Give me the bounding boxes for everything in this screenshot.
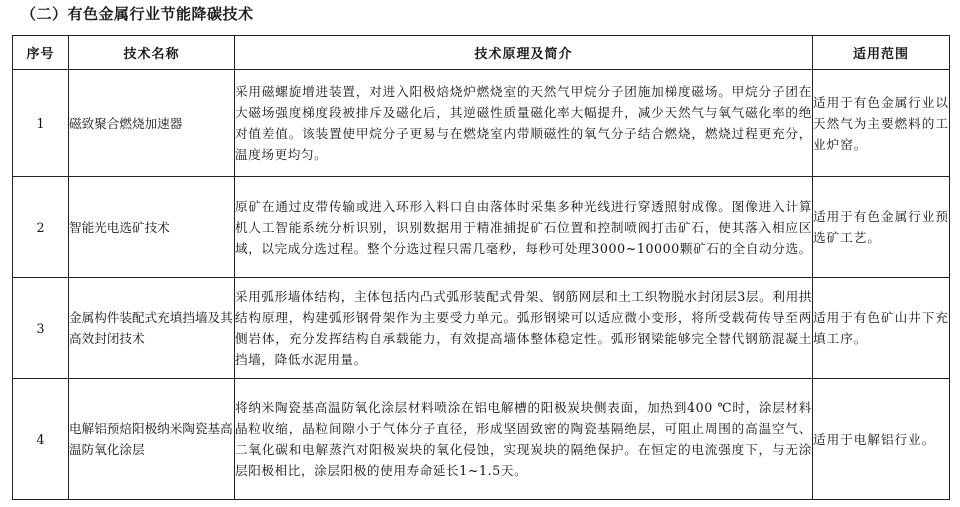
- technology-table: [12, 35, 950, 500]
- row-scope: 适用于有色金属行业以天然气为主要燃料的工业炉窑。: [813, 70, 950, 177]
- row-description: 采用弧形墙体结构，主体包括内凸式弧形装配式骨架、钢筋网层和土工织物脱水封闭层3层。利用拱结构原理，构建弧形钢骨架作为主要受力单元。弧形钢梁可以适应微小变形，将所受载荷传导至两侧岩体，充分发挥结构自承载能力，有效提高墙体整体稳定性。弧形钢梁能够完全替代钢筋混凝土挡墙，降低水泥用量。: [235, 278, 813, 379]
- row-description: 原矿在通过皮带传输或进入环形入料口自由落体时采集多种光线进行穿透照射成像。图像进入计算机人工智能系统分析识别，识别数据用于精准捕捉矿石位置和控制喷阀打击矿石，使其落入相应区域，以完成分选过程。整个分选过程只需几毫秒，每秒可处理3000~10000颗矿石的全自动分选。: [235, 177, 813, 278]
- table-header-row: [13, 36, 950, 70]
- table-row: [13, 70, 950, 177]
- row-num: 4: [13, 379, 69, 500]
- section-title: （二）有色金属行业节能降碳技术: [21, 5, 254, 23]
- row-scope: 适用于电解铝行业。: [813, 379, 950, 500]
- header-desc: 技术原理及简介: [235, 36, 813, 70]
- table-row: [13, 379, 950, 500]
- row-description: 采用磁螺旋增进装置，对进入阳极焙烧炉燃烧室的天然气甲烷分子团施加梯度磁场。甲烷分子团在大磁场强度梯度段被排斥及磁化后，其逆磁性质量磁化率大幅提升，减少天然气与氧气磁化率的绝对值差值。该装置使甲烷分子更易与在燃烧室内带顺磁性的氧气分子结合燃烧，燃烧过程更充分，温度场更均匀。: [235, 70, 813, 177]
- row-tech-name: 智能光电选矿技术: [69, 177, 235, 278]
- row-scope: 适用于有色金属行业预选矿工艺。: [813, 177, 950, 278]
- row-scope: 适用于有色矿山井下充填工序。: [813, 278, 950, 379]
- row-tech-name: 金属构件装配式充填挡墙及其高效封闭技术: [69, 278, 235, 379]
- header-num: 序号: [13, 36, 69, 70]
- row-tech-name: 电解铝预焙阳极纳米陶瓷基高温防氧化涂层: [69, 379, 235, 500]
- table-row: [13, 278, 950, 379]
- header-name: 技术名称: [69, 36, 235, 70]
- table-row: [13, 177, 950, 278]
- row-num: 3: [13, 278, 69, 379]
- row-num: 1: [13, 70, 69, 177]
- row-description: 将纳米陶瓷基高温防氧化涂层材料喷涂在铝电解槽的阳极炭块侧表面，加热到400 ℃时，涂层材料晶粒收缩，晶粒间隙小于气体分子直径，形成坚固致密的陶瓷基隔绝层，可阻止周围的高温空气、二氧化碳和电解蒸汽对阳极炭块的氧化侵蚀，实现炭块的隔绝保护。在恒定的电流强度下，与无涂层阳极相比，涂层阳极的使用寿命延长1~1.5天。: [235, 379, 813, 500]
- row-num: 2: [13, 177, 69, 278]
- row-tech-name: 磁致聚合燃烧加速器: [69, 70, 235, 177]
- header-scope: 适用范围: [813, 36, 950, 70]
